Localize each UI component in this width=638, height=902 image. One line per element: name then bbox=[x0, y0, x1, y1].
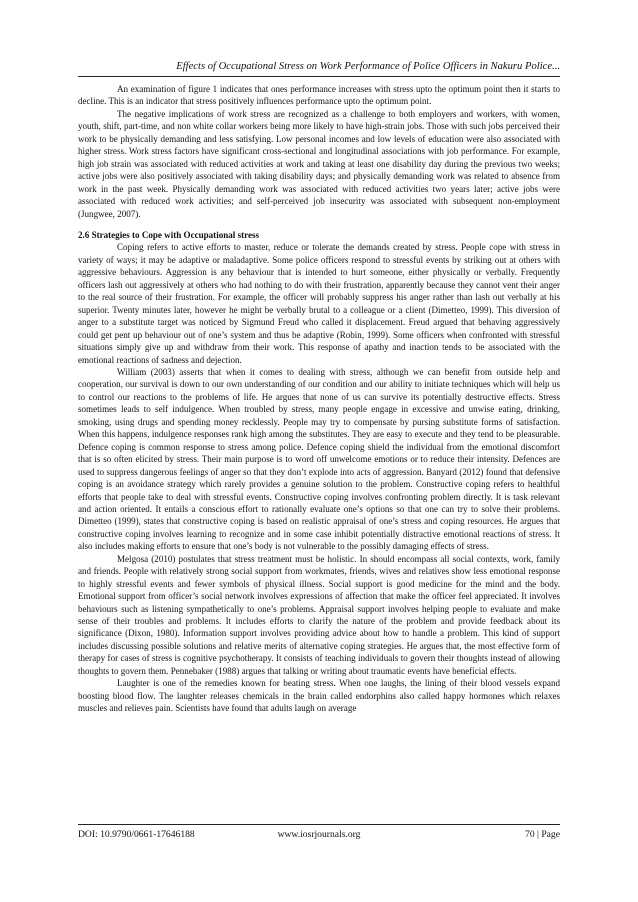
running-header: Effects of Occupational Stress on Work Performance of Police Officers in Nakuru Police... bbox=[176, 61, 560, 72]
footer-page-number: 70 | Page bbox=[525, 829, 560, 840]
paragraph-coping: Coping refers to active efforts to master, reduce or tolerate the demands created by stress. People cope with stress in variety of ways; it may be adaptive or maladaptive. Some police officers respond to stressful events by striking out at others with aggressive behaviours. Aggression is any behaviour that is intended to hurt someone, either physically or verbally. Frequently officers lash out aggressively at others who had nothing to do with their frustration, apparently because they cannot vent their anger to the real source of their frustration. For example, the officer will probably suppress his anger rather than lash out verbally at his superior. Twenty minutes later, however he might be verbally brutal to a colleague or a client (Dimetteo, 1999). This diversion of anger to a substitute target was noticed by Sigmund Freud who called it displacement. Freud argued that behaving aggressively could get pent up behaviour out of one’s system and thus be adaptive (Robin, 1999). Some officers when confronted with stressful situations simply give up and withdraw from their work. This response of apathy and inaction tends to be associated with the emotional reactions of sadness and dejection. bbox=[78, 242, 560, 365]
paragraph-william: William (2003) asserts that when it comes to dealing with stress, although we can benefit from outside help and cooperation, our survival is down to our own understanding of our condition and our ability to initiate techniques which will help us to control our reactions to the problems of life. He argues that none of us can survive its potentially destructive effects. Stress sometimes leads to self indulgence. When troubled by stress, many people engage in excessive and unwise eating, drinking, smoking, using drugs and spending money recklessly. People may try to compensate by pursing substitute forms of satisfaction. When this happens, indulgence responses rank high among the substitutes. They are easy to execute and they tend to be pleasurable. Defence coping is common response to stress among police. Defence coping shield the individual from the emotional discomfort that is so often elicited by stress. Their main purpose is to word off unwelcome emotions or to reduce their intensity. Defences are used to suppress dangerous feelings of anger so that they don’t explode into acts of aggression. Banyard (2012) found that defensive coping is an avoidance strategy which rarely provides a genuine solution to the problem. Constructive coping refers to healthful efforts that people take to deal with stressful events. Constructive coping involves confronting problem directly. It is task relevant and action oriented. It entails a conscious effort to rationally evaluate one’s options so that one can try to solve their problems. Dimetteo (1999), states that constructive coping is based on realistic appraisal of one’s stress and coping resources. He argues that constructive coping involves learning to recognize and in some case inhibit potentially distractive emotional reactions of stress. It also includes making efforts to ensure that one’s body is not vulnerable to the possibly damaging effects of stress. bbox=[78, 366, 560, 552]
paragraph-melgosa: Melgosa (2010) postulates that stress treatment must be holistic. In should encompass all social contexts, work, family and friends. People with relatively strong social support from workmates, friends, wives and relatives show less emotional response to highly stressful events and fewer symbols of physical illness. Social support is good medicine for the mind and the body. Emotional support from officer’s social network involves expressions of affection that make the officer feel appreciated. It involves behaviours such as listening sympathetically to one’s problems. Appraisal support involves helping people to evaluate and make sense of their troubles and problems. It includes efforts to clarify the nature of the problem and provide feedback about its significance (Dixon, 1980). Information support involves providing advice about how to handle a problem. This kind of support includes discussing possible solutions and relative merits of alternative coping strategies. He argues that, the most effective form of therapy for cases of stress is cognitive psychotherapy. It consists of teaching individuals to govern their thoughts instead of allowing thoughts to govern them. Pennebaker (1988) argues that talking or writing about traumatic events have beneficial effects. bbox=[78, 553, 560, 676]
section-heading: 2.6 Strategies to Cope with Occupational stress bbox=[78, 229, 260, 240]
header-rule bbox=[78, 76, 560, 77]
footer-rule bbox=[78, 824, 560, 825]
footer-website: www.iosrjournals.org bbox=[277, 829, 361, 840]
paragraph-figure-examination: An examination of figure 1 indicates that ones performance increases with stress upto the optimum point then it starts to decline. This is an indicator that stress positively influences performance upto the optimum point. bbox=[78, 84, 560, 107]
footer-doi: DOI: 10.9790/0661-17646188 bbox=[78, 829, 195, 840]
paragraph-negative-implications: The negative implications of work stress are recognized as a challenge to both employers and workers, with women, youth, shift, part-time, and non white collar workers being more likely to have high-strain jobs. Those with such jobs perceived their work to be physically demanding and less satisfying. Low personal incomes and low levels of education were also associated with higher stress. Work stress factors have significant cross-sectional and longitudinal associations with job performance. For example, high job strain was associated with reduced activities at work and taking at least one disability day during the previous two weeks; active jobs were also positively associated with taking disability days; and physically demanding work was related to absence from work in the past week. Physically demanding work was associated with reduced activities two years later; active jobs were associated with reduced work activities; and self-perceived job insecurity was associated with subsequent non-employment (Jungwee, 2007). bbox=[78, 108, 560, 219]
paragraph-laughter: Laughter is one of the remedies known for beating stress. When one laughs, the lining of their blood vessels expand boosting blood flow. The laughter releases chemicals in the brain called endorphins also called happy hormones which relaxes muscles and relieves pain. Scientists have found that adults laugh on average bbox=[78, 678, 560, 714]
article-body bbox=[78, 83, 560, 715]
